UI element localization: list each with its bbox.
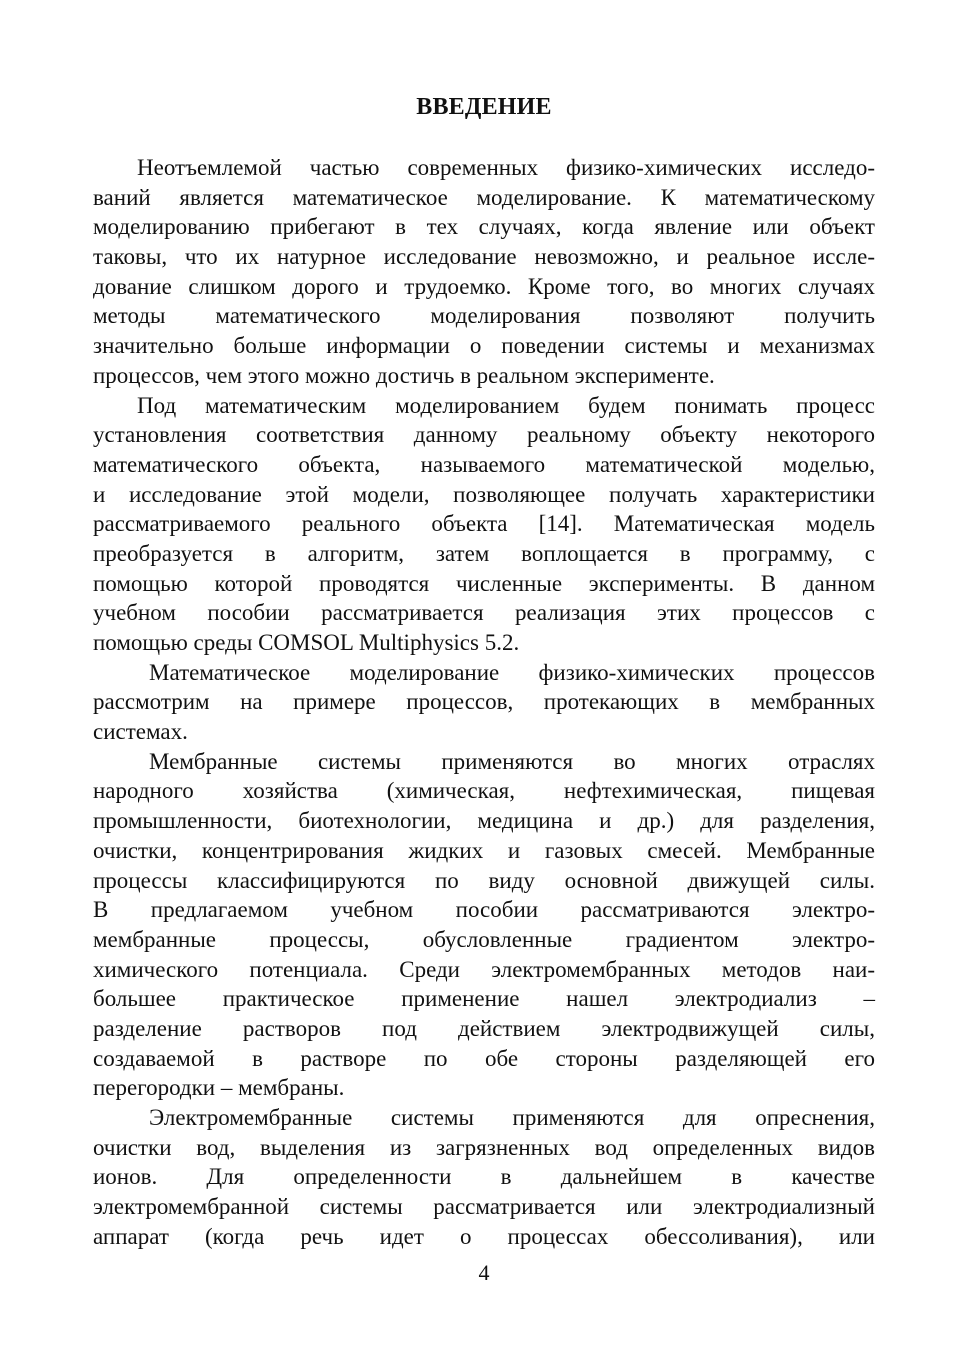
text-line: мембранные процессы, обусловленные градиентом электро- — [93, 926, 875, 952]
text-line: помощью среды COMSOL Multiphysics 5.2. — [93, 630, 520, 655]
text-line: очистки, концентрирования жидких и газовых смесей. Мембранные — [93, 837, 875, 863]
text-line: таковы, что их натурное исследование невозможно, и реальное иссле- — [93, 244, 875, 270]
text-line: ионов. Для определенности в дальнейшем в качестве — [93, 1164, 875, 1190]
text-line: разделение растворов под действием электродвижущей силы, — [93, 1015, 875, 1041]
text-line: Математическое моделирование физико-химических процессов — [149, 659, 875, 685]
text-line: математического объекта, называемого математической моделью, — [93, 451, 875, 477]
text-line: системах. — [93, 719, 188, 745]
text-line: преобразуется в алгоритм, затем воплощается в программу, с — [93, 540, 875, 566]
text-line: процессов, чем этого можно достичь в реальном эксперименте. — [93, 362, 715, 388]
paragraph — [93, 153, 875, 391]
text-line: и исследование этой модели, позволяющее получать характеристики — [93, 481, 875, 507]
text-line: Мембранные системы применяются во многих отраслях — [149, 748, 875, 774]
text-line: рассматриваемого реального объекта [14]. Математическая модель — [93, 511, 875, 537]
text-line: создаваемой в растворе по обе стороны разделяющей его — [93, 1045, 875, 1071]
text-line: перегородки – мембраны. — [93, 1075, 345, 1101]
text-line: значительно больше информации о поведении системы и механизмах — [93, 333, 875, 359]
text-line: очистки вод, выделения из загрязненных вод определенных видов — [93, 1134, 875, 1160]
body-text — [93, 153, 875, 1251]
page-title: ВВЕДЕНИЕ — [416, 94, 552, 120]
text-line: Под математическим моделированием будем понимать процесс — [137, 392, 875, 418]
text-line: учебном пособии рассматривается реализация этих процессов с — [93, 600, 875, 626]
text-line: аппарат (когда речь идет о процессах обессоливания), или — [93, 1223, 875, 1249]
paragraph — [93, 391, 875, 658]
text-line: большее практическое применение нашел электродиализ – — [93, 986, 875, 1012]
paragraph — [93, 658, 875, 747]
text-line: ваний является математическое моделирование. К математическому — [93, 184, 875, 210]
text-line: промышленности, биотехнологии, медицина и др.) для разделения, — [93, 808, 875, 834]
paragraph — [93, 747, 875, 1103]
page-number: 4 — [478, 1260, 490, 1285]
text-line: помощью которой проводятся численные эксперименты. В данном — [93, 570, 875, 596]
text-line: электромембранной системы рассматривается или электродиализный — [93, 1194, 875, 1220]
text-line: моделированию прибегают в тех случаях, когда явление или объект — [93, 214, 875, 240]
text-line: химического потенциала. Среди электромембранных методов наи- — [93, 956, 875, 982]
text-line: В предлагаемом учебном пособии рассматриваются электро- — [93, 897, 875, 923]
text-line: процессы классифицируются по виду основной движущей силы. — [93, 867, 875, 893]
text-line: рассмотрим на примере процессов, протекающих в мембранных — [93, 689, 875, 715]
text-line: народного хозяйства (химическая, нефтехимическая, пищевая — [93, 778, 875, 804]
text-line: Неотъемлемой частью современных физико-химических исследо- — [137, 155, 875, 180]
text-line: Электромембранные системы применяются для опреснения, — [149, 1105, 875, 1130]
paragraph — [93, 1103, 875, 1251]
text-line: методы математического моделирования позволяют получить — [93, 303, 875, 329]
text-line: дование слишком дорого и трудоемко. Кроме того, во многих случаях — [93, 273, 875, 299]
text-line: установления соответствия данному реальному объекту некоторого — [93, 422, 875, 448]
